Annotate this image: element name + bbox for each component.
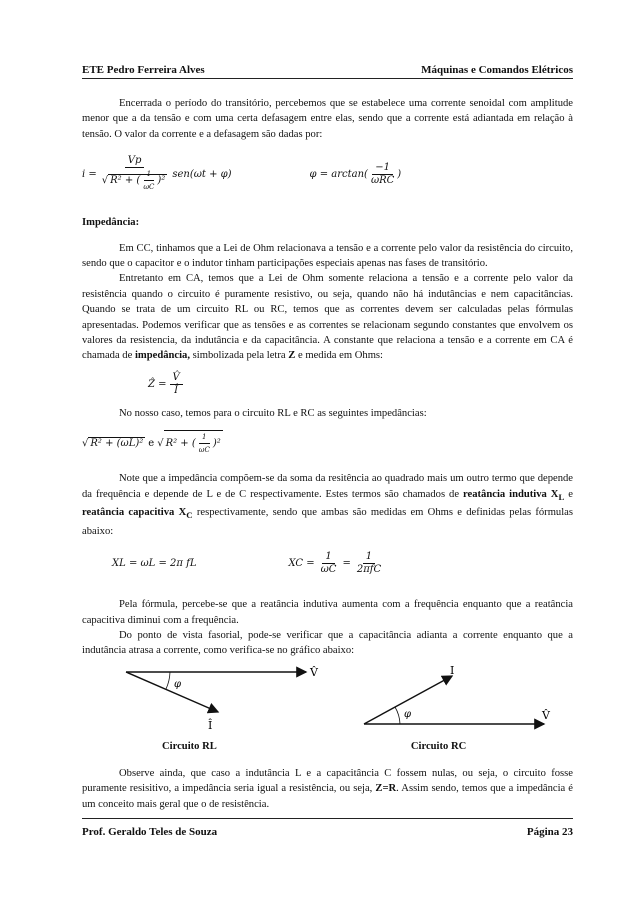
phase-formula: φ = arctan( $\frac{-1}{\text{ωRC}}$ ) — [309, 161, 402, 186]
impedance-rl: R² + (ωL)² — [90, 438, 144, 450]
voltage-label-rl: V̂ — [310, 665, 318, 679]
current-formula: i = Vp √ R² + ( $\frac{1}{\omega C}$ )² sen(ωt + φ) — [82, 155, 232, 192]
page-header — [82, 64, 573, 79]
paragraph-rl-rc: No nosso caso, temos para o circuito RL e RC as seguintes impedâncias: — [119, 407, 427, 419]
formula-row-reactance — [82, 545, 573, 581]
phi-arc-rc — [395, 707, 400, 724]
current-label-rc: Î — [450, 664, 455, 677]
paragraph-frequencia: Pela fórmula, percebe-se que a reatância indutiva aumenta com a frequência enquanto que a reatância capacitiva diminui com a frequência. — [82, 599, 573, 626]
header-school: ETE Pedro Ferreira Alves — [82, 64, 205, 76]
capacitive-reactance-formula: XC = $\frac{1}{\omega C}$ = $\frac{1}{\text{2πfC}}$ — [288, 550, 382, 575]
phi-label-rl: φ — [174, 678, 182, 690]
paragraph-fasorial: Do ponto de vista fasorial, pode-se verificar que a capacitância adianta a corrente enquanto que a indutância atrasa a corrente, como verifica-se no gráfico abaixo: — [82, 629, 573, 657]
paragraph-ca: Entretanto em CA, temos que a Lei de Ohm somente relaciona a tensão e a corrente pelo valor da resistência quando o circuito é puramente resistivo, ou seja, quando não há indutâncias e nem capacitâncias. Quando se trata de um circuito RL ou RC, temos que as correntes devem ser calculadas pelas fórmulas apresentadas. Podemos verificar que as tensões e as correntes se relacionam segundo constantes que envolvem os valores da resistencia, da indutância e da capacitância. A constante que relaciona a tensão e a corrente em CA é chamada de impedância, simbolizada pela letra Z e medida em Ohms: — [82, 273, 573, 362]
phasor-rl — [126, 666, 319, 732]
paragraph-cc: Em CC, tinhamos que a Lei de Ohm relacionava a tensão e a corrente pelo valor da resistência do circuito, sendo que o capacitor e o indutor tinham participações especiais apenas nas fases de transitório. — [82, 242, 573, 270]
inductive-reactance-formula: XL = ωL = 2π fL — [112, 557, 197, 569]
page-footer — [82, 818, 573, 838]
footer-author: Prof. Geraldo Teles de Souza — [82, 826, 218, 838]
header-course: Máquinas e Comandos Elétricos — [421, 64, 573, 76]
phasor-rc — [364, 665, 551, 724]
voltage-label-rc: V̂ — [542, 708, 550, 722]
current-label-rl: Î — [208, 718, 213, 732]
diagram-captions — [82, 741, 573, 752]
phasor-diagrams — [82, 665, 573, 735]
impedance-formula: Ẑ = $\frac{V̂}{Î}$ — [148, 370, 183, 400]
paragraph-transitorio: Encerrada o período do transitório, percebemos que se estabelece uma corrente senoidal com amplitude menor que a da tensão e com uma certa defasagem entre elas, sendo que a corrente está adiantada em relação à tensão. O valor da corrente e a defasagem são dadas por: — [82, 98, 573, 140]
current-phasor-rl — [126, 672, 218, 712]
paragraph-conclusao: Observe ainda, que caso a indutância L e a capacitância C fossem nulas, ou seja, o circuito fosse puramente resisitivo, a impedância seria igual a resistência, ou seja, Z=R. Assim sendo, temos que a impedância é um conceito mais geral que o de resistência. — [82, 767, 573, 810]
phi-arc-rl — [166, 672, 170, 689]
caption-rc: Circuito RC — [410, 740, 467, 752]
page-content — [82, 88, 573, 812]
footer-page-number: Página 23 — [526, 826, 573, 838]
impedance-rc: R² + ( $\frac{1}{\omega C}$ )² — [164, 430, 223, 456]
formula-row-current — [82, 154, 573, 194]
caption-rl: Circuito RL — [162, 740, 217, 752]
impedances-rl-rc: √ R² + (ωL)² e √ R² + ( $\frac{1}{\omega C}$ )² — [82, 431, 573, 455]
paragraph-reatancias: Note que a impedância compõem-se da soma da resitência ao quadrado mais um outro termo que depende da frequência e depende de L e de C respectivamente. Estes termos são chamados de reatância indutiva $X_L$ e reatância capacitiva $X_C$ respectivamente, sendo que ambas são medidas em Ohms e definidas pelas fórmulas abaixo: — [82, 473, 573, 537]
phi-label-rc: φ — [404, 708, 412, 720]
heading-impedancia: Impedância: — [82, 217, 140, 229]
